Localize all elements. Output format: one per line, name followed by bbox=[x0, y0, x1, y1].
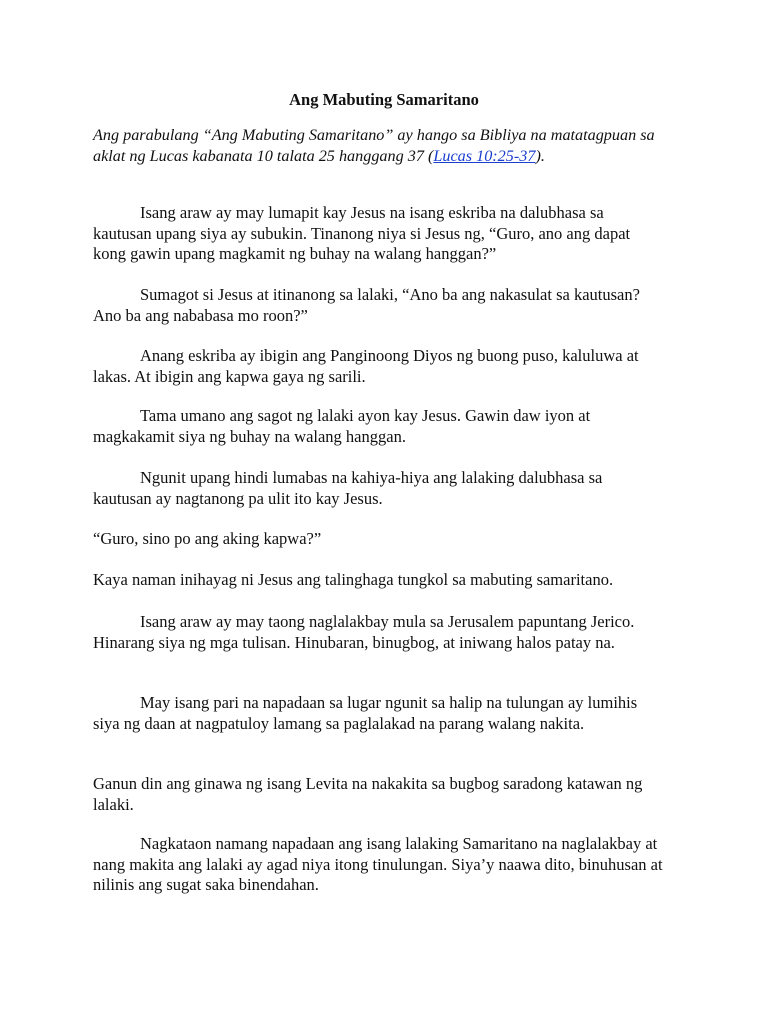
paragraph-6: “Guro, sino po ang aking kapwa?” bbox=[93, 529, 322, 548]
paragraph-1: Isang araw ay may lumapit kay Jesus na isang eskriba na dalubhasa sa kautusan upang siya ay subukin. Tinanong niya si Jesus ng, “Guro, ano ang dapat kong gawin upang magkamit ng buhay na walang hanggan?” bbox=[93, 203, 631, 263]
paragraph-3: Anang eskriba ay ibigin ang Panginoong Diyos ng buong puso, kaluluwa at lakas. At ibigin ang kapwa gaya ng sarili. bbox=[93, 346, 639, 386]
paragraph-10: Ganun din ang ginawa ng isang Levita na nakakita sa bugbog saradong katawan ng lalaki. bbox=[93, 774, 643, 814]
paragraph-9: May isang pari na napadaan sa lugar ngunit sa halip na tulungan ay lumihis siya ng daan at nagpatuloy lamang sa paglalakad na parang walang nakita. bbox=[93, 693, 638, 733]
paragraph-8: Isang araw ay may taong naglalakbay mula sa Jerusalem papuntang Jerico. Hinarang siya ng mga tulisan. Hinubaran, binugbog, at iniwang halos patay na. bbox=[93, 612, 635, 652]
intro-paragraph bbox=[93, 125, 663, 166]
bible-reference-link[interactable]: Lucas 10:25-37 bbox=[433, 146, 536, 165]
paragraph-5: Ngunit upang hindi lumabas na kahiya-hiya ang lalaking dalubhasa sa kautusan ay nagtanong pa ulit ito kay Jesus. bbox=[93, 468, 603, 508]
intro-closing: ). bbox=[535, 146, 545, 165]
intro-text: Ang parabulang “Ang Mabuting Samaritano” ay hango sa Bibliya na matatagpuan sa aklat ng Lucas kabanata 10 talata 25 hanggang 37 ( bbox=[93, 126, 655, 165]
paragraph-7: Kaya naman inihayag ni Jesus ang talinghaga tungkol sa mabuting samaritano. bbox=[93, 570, 614, 589]
page-title: Ang Mabuting Samaritano bbox=[289, 90, 479, 109]
paragraph-2: Sumagot si Jesus at itinanong sa lalaki, “Ano ba ang nakasulat sa kautusan? Ano ba ang nababasa mo roon?” bbox=[93, 285, 640, 325]
paragraph-4: Tama umano ang sagot ng lalaki ayon kay Jesus. Gawin daw iyon at magkakamit siya ng buhay na walang hanggan. bbox=[93, 406, 591, 446]
paragraph-11: Nagkataon namang napadaan ang isang lalaking Samaritano na naglalakbay at nang makita ang lalaki ay agad niya itong tinulungan. Siya’y naawa dito, binuhusan at nilinis ang sugat saka binendahan. bbox=[93, 834, 663, 894]
